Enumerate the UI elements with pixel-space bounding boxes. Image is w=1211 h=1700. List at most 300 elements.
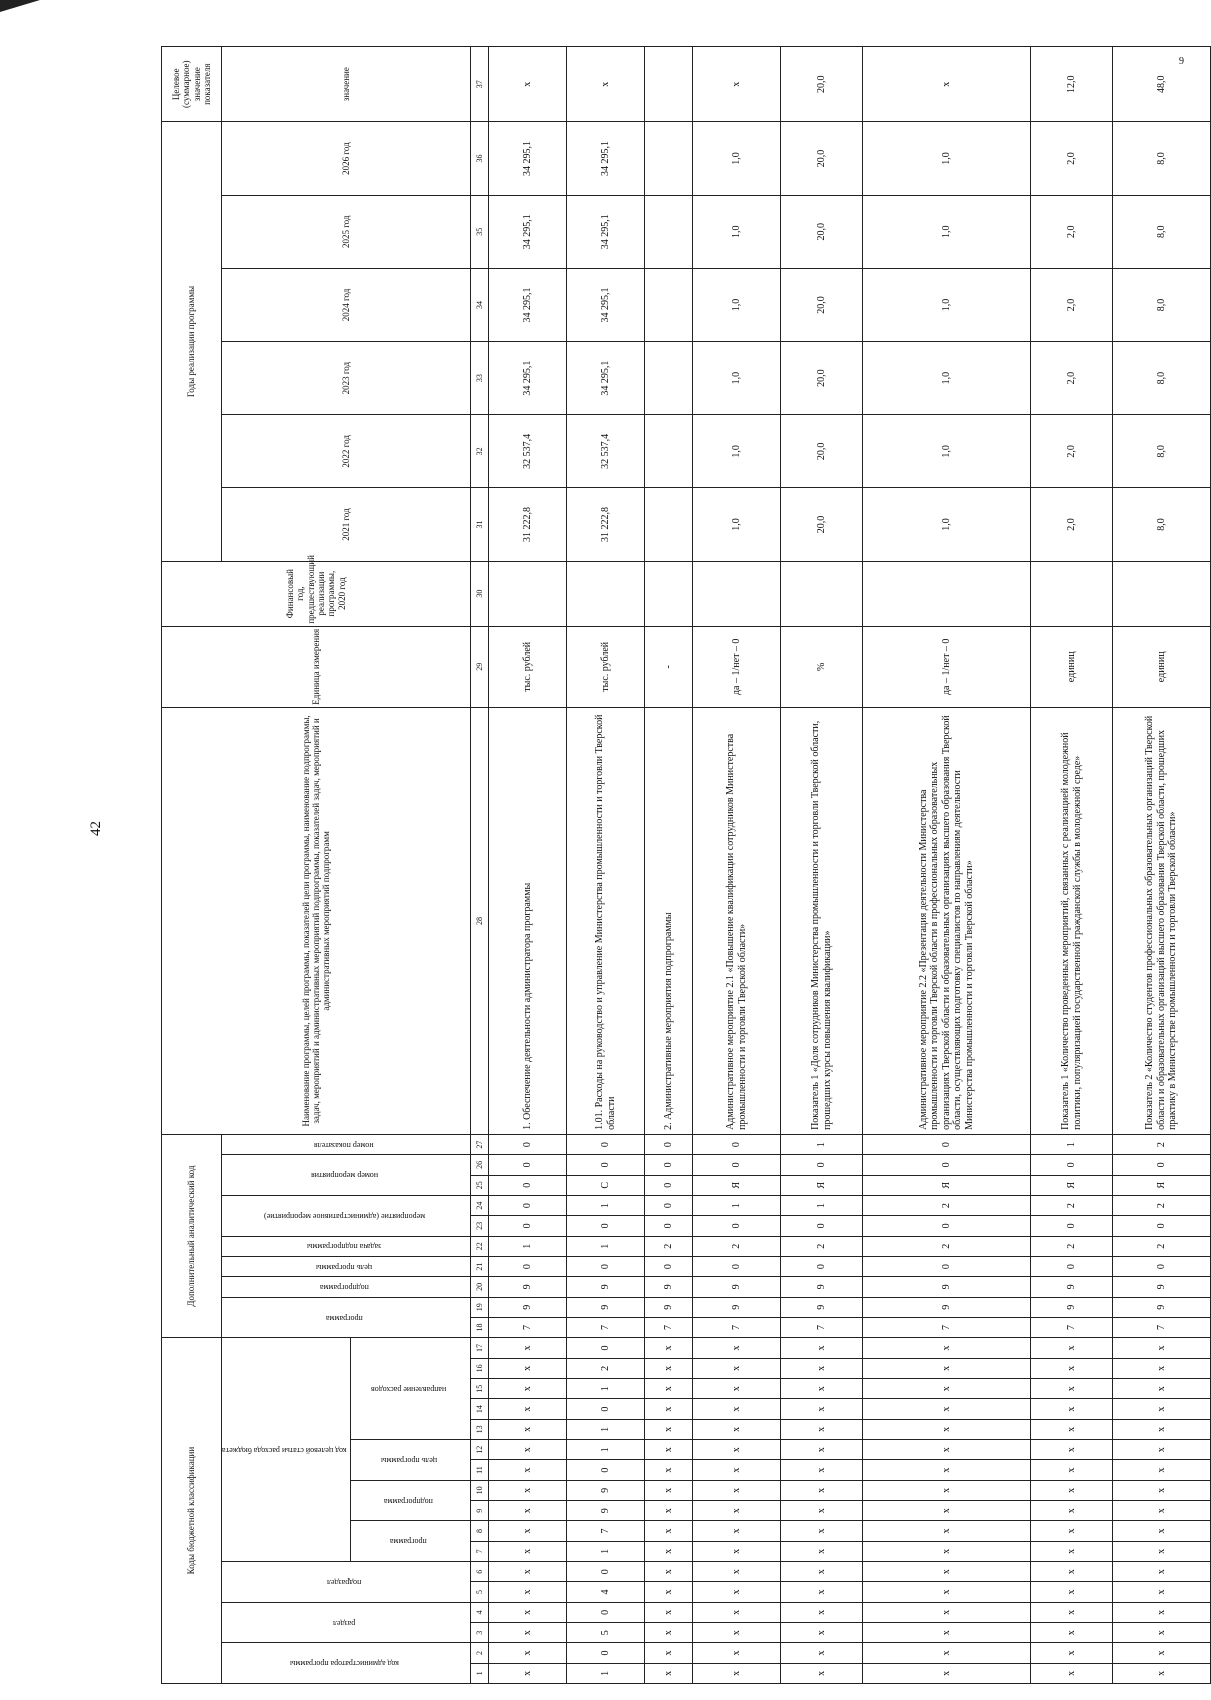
- code-cell: х: [1031, 1582, 1113, 1602]
- header-nomer-meropriyatiya-text: номер мероприятия: [310, 1171, 378, 1181]
- code-cell: х: [645, 1663, 693, 1683]
- code-cell: С: [567, 1175, 645, 1195]
- code-cell: 0: [863, 1134, 1031, 1154]
- header-programma: [351, 1521, 471, 1562]
- code-cell: х: [863, 1358, 1031, 1378]
- code-cell: 1: [567, 1236, 645, 1256]
- header-podprogramma-b-text: подпрограмма: [319, 1283, 369, 1293]
- row-unit: %: [781, 626, 863, 707]
- table-row: [567, 47, 645, 1684]
- code-cell: х: [781, 1582, 863, 1602]
- code-cell: х: [693, 1541, 781, 1561]
- year-value: 8,0: [1113, 268, 1211, 341]
- year-value: [645, 488, 693, 561]
- code-cell: х: [645, 1643, 693, 1663]
- code-cell: х: [863, 1419, 1031, 1439]
- year-value: 31 222,8: [489, 488, 567, 561]
- code-cell: х: [645, 1623, 693, 1643]
- header-podprogramma-text: подпрограмма: [384, 1496, 434, 1506]
- code-cell: х: [645, 1521, 693, 1541]
- code-cell: х: [489, 1663, 567, 1683]
- year-value: 34 295,1: [567, 268, 645, 341]
- scan-mark: 9: [1179, 56, 1184, 67]
- code-cell: 7: [863, 1317, 1031, 1337]
- code-cell: 0: [1113, 1155, 1211, 1175]
- code-cell: х: [781, 1663, 863, 1683]
- code-cell: х: [781, 1419, 863, 1439]
- code-cell: 9: [567, 1480, 645, 1500]
- code-cell: 1: [567, 1440, 645, 1460]
- header-razdel: [222, 1602, 471, 1643]
- code-cell: х: [1031, 1562, 1113, 1582]
- code-cell: х: [1031, 1358, 1113, 1378]
- code-cell: 9: [567, 1501, 645, 1521]
- code-cell: 0: [781, 1256, 863, 1276]
- code-cell: 0: [567, 1134, 645, 1154]
- code-cell: х: [489, 1399, 567, 1419]
- header-year-2024: 2024 год: [222, 268, 471, 341]
- code-cell: 1: [567, 1541, 645, 1561]
- code-cell: х: [1031, 1480, 1113, 1500]
- column-number: 7: [471, 1541, 489, 1561]
- header-budget-codes: Коды бюджетной классификации: [162, 1338, 222, 1684]
- row-unit: единиц: [1031, 626, 1113, 707]
- code-cell: х: [693, 1582, 781, 1602]
- code-cell: 0: [645, 1256, 693, 1276]
- code-cell: х: [1031, 1602, 1113, 1622]
- column-number: 12: [471, 1440, 489, 1460]
- code-cell: х: [863, 1379, 1031, 1399]
- code-cell: 9: [1031, 1277, 1113, 1297]
- header-row-1: [162, 47, 222, 1684]
- year-value: 34 295,1: [489, 342, 567, 415]
- column-number-row: [471, 47, 489, 1684]
- code-cell: 2: [781, 1236, 863, 1256]
- code-cell: х: [1031, 1521, 1113, 1541]
- target-value: х: [693, 47, 781, 122]
- code-cell: х: [693, 1379, 781, 1399]
- code-cell: х: [1113, 1582, 1211, 1602]
- target-value: 48,0: [1113, 47, 1211, 122]
- code-cell: х: [645, 1419, 693, 1439]
- target-value: 20,0: [781, 47, 863, 122]
- code-cell: 9: [1113, 1297, 1211, 1317]
- code-cell: 0: [489, 1195, 567, 1215]
- header-podprogramma-b: [222, 1277, 471, 1297]
- row-name: 1.01. Расходы на руководство и управление Министерства промышленности и торговли Тверской области: [567, 707, 645, 1134]
- scan-corner-mark: [0, 0, 40, 12]
- year-value: 1,0: [863, 415, 1031, 488]
- header-target-article: [222, 1338, 351, 1562]
- code-cell: х: [1031, 1338, 1113, 1359]
- code-cell: 0: [645, 1134, 693, 1154]
- column-number: 22: [471, 1236, 489, 1256]
- year-value: 2,0: [1031, 195, 1113, 268]
- code-cell: 2: [645, 1236, 693, 1256]
- code-cell: 0: [693, 1216, 781, 1236]
- code-cell: 9: [781, 1297, 863, 1317]
- header-podrazdel-text: подраздел: [327, 1578, 362, 1588]
- header-nomer-meropriyatiya: [222, 1155, 471, 1196]
- code-cell: х: [489, 1440, 567, 1460]
- code-cell: 0: [489, 1175, 567, 1195]
- code-cell: х: [693, 1399, 781, 1419]
- code-cell: 2: [1113, 1236, 1211, 1256]
- year-value: 20,0: [781, 488, 863, 561]
- code-cell: х: [1031, 1399, 1113, 1419]
- code-cell: 1: [781, 1195, 863, 1215]
- code-cell: Я: [863, 1175, 1031, 1195]
- header-programma-b: [222, 1297, 471, 1338]
- code-cell: х: [489, 1602, 567, 1622]
- code-cell: х: [781, 1338, 863, 1359]
- code-cell: 0: [489, 1216, 567, 1236]
- year-value: 1,0: [693, 488, 781, 561]
- year-value: 2,0: [1031, 342, 1113, 415]
- code-cell: х: [781, 1460, 863, 1480]
- row-unit: -: [645, 626, 693, 707]
- code-cell: х: [863, 1643, 1031, 1663]
- row-fin-year: [1113, 561, 1211, 626]
- code-cell: х: [1031, 1663, 1113, 1683]
- code-cell: 9: [863, 1277, 1031, 1297]
- target-value: 12,0: [1031, 47, 1113, 122]
- header-meropriyatie-text: мероприятие (административное мероприятие): [263, 1211, 425, 1221]
- row-unit: тыс. рублей: [489, 626, 567, 707]
- header-zadacha-b-text: задача подпрограммы: [307, 1242, 382, 1252]
- code-cell: 5: [567, 1623, 645, 1643]
- code-cell: Я: [781, 1175, 863, 1195]
- code-cell: х: [863, 1521, 1031, 1541]
- year-value: 8,0: [1113, 488, 1211, 561]
- code-cell: 0: [567, 1602, 645, 1622]
- code-cell: х: [645, 1562, 693, 1582]
- code-cell: х: [781, 1379, 863, 1399]
- row-unit: тыс. рублей: [567, 626, 645, 707]
- column-number: 29: [471, 626, 489, 707]
- header-target-group: Целевое (суммарное) значение показателя: [162, 47, 222, 122]
- code-cell: х: [781, 1440, 863, 1460]
- code-cell: х: [863, 1541, 1031, 1561]
- code-cell: х: [863, 1460, 1031, 1480]
- year-value: 32 537,4: [567, 415, 645, 488]
- header-podprogramma: [351, 1480, 471, 1521]
- code-cell: х: [693, 1562, 781, 1582]
- header-year-2022: 2022 год: [222, 415, 471, 488]
- header-tsel-programmy: [351, 1440, 471, 1481]
- column-number: 34: [471, 268, 489, 341]
- code-cell: х: [645, 1358, 693, 1378]
- code-cell: 2: [1031, 1195, 1113, 1215]
- column-number: 10: [471, 1480, 489, 1500]
- code-cell: х: [489, 1338, 567, 1359]
- code-cell: х: [645, 1480, 693, 1500]
- code-cell: Я: [1031, 1175, 1113, 1195]
- code-cell: х: [863, 1582, 1031, 1602]
- code-cell: 7: [489, 1317, 567, 1337]
- code-cell: 7: [693, 1317, 781, 1337]
- code-cell: х: [489, 1582, 567, 1602]
- code-cell: х: [1031, 1379, 1113, 1399]
- code-cell: 0: [781, 1155, 863, 1175]
- column-number: 1: [471, 1663, 489, 1683]
- year-value: 20,0: [781, 122, 863, 195]
- code-cell: х: [645, 1440, 693, 1460]
- column-number: 31: [471, 488, 489, 561]
- code-cell: х: [1031, 1541, 1113, 1561]
- code-cell: 7: [567, 1521, 645, 1541]
- code-cell: х: [781, 1501, 863, 1521]
- code-cell: х: [1113, 1501, 1211, 1521]
- code-cell: х: [693, 1643, 781, 1663]
- year-value: [645, 415, 693, 488]
- code-cell: х: [1113, 1480, 1211, 1500]
- code-cell: х: [693, 1419, 781, 1439]
- code-cell: 4: [567, 1582, 645, 1602]
- code-cell: х: [645, 1399, 693, 1419]
- year-value: 8,0: [1113, 122, 1211, 195]
- header-nomer-pokazatelya-text: номер показателя: [314, 1140, 375, 1150]
- row-unit: да – 1/нет – 0: [863, 626, 1031, 707]
- code-cell: х: [781, 1562, 863, 1582]
- code-cell: 7: [1031, 1317, 1113, 1337]
- rotated-table-canvas: [161, 46, 1179, 1684]
- code-cell: 0: [863, 1256, 1031, 1276]
- year-value: 1,0: [863, 268, 1031, 341]
- code-cell: 0: [567, 1216, 645, 1236]
- year-value: 20,0: [781, 268, 863, 341]
- code-cell: 7: [781, 1317, 863, 1337]
- year-value: 34 295,1: [489, 268, 567, 341]
- code-cell: х: [693, 1440, 781, 1460]
- code-cell: 0: [489, 1155, 567, 1175]
- year-value: 31 222,8: [567, 488, 645, 561]
- row-fin-year: [781, 561, 863, 626]
- code-cell: х: [1113, 1419, 1211, 1439]
- column-number: 33: [471, 342, 489, 415]
- code-cell: х: [1113, 1440, 1211, 1460]
- code-cell: х: [1113, 1358, 1211, 1378]
- header-year-2026: 2026 год: [222, 122, 471, 195]
- code-cell: х: [1031, 1460, 1113, 1480]
- year-value: 8,0: [1113, 195, 1211, 268]
- header-tsel-programmy-text: цель программы: [380, 1456, 437, 1466]
- row-fin-year: [489, 561, 567, 626]
- code-cell: х: [489, 1480, 567, 1500]
- header-nomer-pokazatelya: [222, 1134, 471, 1154]
- year-value: [645, 195, 693, 268]
- code-cell: х: [1031, 1643, 1113, 1663]
- code-cell: 0: [645, 1175, 693, 1195]
- code-cell: х: [1113, 1460, 1211, 1480]
- code-cell: х: [693, 1521, 781, 1541]
- code-cell: х: [693, 1623, 781, 1643]
- row-fin-year: [693, 561, 781, 626]
- column-number: 36: [471, 122, 489, 195]
- code-cell: х: [1113, 1379, 1211, 1399]
- code-cell: х: [863, 1623, 1031, 1643]
- code-cell: х: [489, 1358, 567, 1378]
- code-cell: х: [863, 1663, 1031, 1683]
- year-value: 1,0: [693, 342, 781, 415]
- year-value: 34 295,1: [489, 195, 567, 268]
- table-row: [781, 47, 863, 1684]
- header-razdel-text: раздел: [333, 1618, 356, 1628]
- code-cell: х: [489, 1562, 567, 1582]
- code-cell: х: [781, 1541, 863, 1561]
- year-value: 34 295,1: [489, 122, 567, 195]
- code-cell: 2: [1031, 1236, 1113, 1256]
- column-number: 35: [471, 195, 489, 268]
- column-number: 2: [471, 1643, 489, 1663]
- row-fin-year: [567, 561, 645, 626]
- code-cell: х: [645, 1338, 693, 1359]
- code-cell: 2: [1113, 1195, 1211, 1215]
- column-number: 30: [471, 561, 489, 626]
- code-cell: 0: [1113, 1216, 1211, 1236]
- year-value: 1,0: [693, 415, 781, 488]
- header-tsel-b-text: цель программы: [316, 1262, 373, 1272]
- code-cell: х: [489, 1419, 567, 1439]
- header-tsel-b: [222, 1256, 471, 1276]
- row-unit: единиц: [1113, 626, 1211, 707]
- year-value: [645, 268, 693, 341]
- column-number: 14: [471, 1399, 489, 1419]
- column-number: 13: [471, 1419, 489, 1439]
- header-podrazdel: [222, 1562, 471, 1603]
- year-value: 34 295,1: [567, 342, 645, 415]
- year-value: 1,0: [693, 195, 781, 268]
- column-number: 32: [471, 415, 489, 488]
- code-cell: 7: [1113, 1317, 1211, 1337]
- header-admin-code: [222, 1643, 471, 1684]
- code-cell: х: [693, 1480, 781, 1500]
- code-cell: Я: [693, 1175, 781, 1195]
- column-number: 21: [471, 1256, 489, 1276]
- code-cell: 0: [567, 1643, 645, 1663]
- code-cell: х: [1113, 1521, 1211, 1541]
- target-value: х: [489, 47, 567, 122]
- year-value: 8,0: [1113, 342, 1211, 415]
- code-cell: 1: [489, 1236, 567, 1256]
- code-cell: 2: [567, 1358, 645, 1378]
- code-cell: 0: [645, 1195, 693, 1215]
- code-cell: Я: [1113, 1175, 1211, 1195]
- row-unit: да – 1/нет – 0: [693, 626, 781, 707]
- code-cell: х: [645, 1541, 693, 1561]
- code-cell: 9: [645, 1297, 693, 1317]
- column-number: 17: [471, 1338, 489, 1359]
- header-fin-year: Финансовый год, предшествующий реализации программы, 2020 год: [162, 561, 471, 626]
- table-row: [489, 47, 567, 1684]
- header-zadacha-b: [222, 1236, 471, 1256]
- code-cell: 9: [645, 1277, 693, 1297]
- year-value: 1,0: [863, 122, 1031, 195]
- code-cell: х: [1113, 1643, 1211, 1663]
- table-row: [693, 47, 781, 1684]
- column-number: 16: [471, 1358, 489, 1378]
- column-number: 26: [471, 1155, 489, 1175]
- code-cell: 0: [863, 1155, 1031, 1175]
- year-value: [645, 122, 693, 195]
- code-cell: х: [1031, 1440, 1113, 1460]
- header-admin-code-text: код администратора программы: [289, 1659, 399, 1669]
- code-cell: х: [1113, 1623, 1211, 1643]
- header-napravlenie: [351, 1338, 471, 1440]
- row-fin-year: [1031, 561, 1113, 626]
- code-cell: х: [863, 1602, 1031, 1622]
- column-number: 9: [471, 1501, 489, 1521]
- code-cell: х: [1113, 1541, 1211, 1561]
- year-value: 1,0: [863, 195, 1031, 268]
- year-value: 20,0: [781, 195, 863, 268]
- column-number: 8: [471, 1521, 489, 1541]
- code-cell: х: [863, 1501, 1031, 1521]
- code-cell: х: [863, 1480, 1031, 1500]
- code-cell: 0: [1031, 1256, 1113, 1276]
- header-target-article-text: код целевой статьи расхода бюджета: [222, 1445, 347, 1455]
- code-cell: 0: [693, 1256, 781, 1276]
- code-cell: 0: [1031, 1155, 1113, 1175]
- code-cell: х: [693, 1358, 781, 1378]
- code-cell: х: [645, 1602, 693, 1622]
- code-cell: 0: [1031, 1216, 1113, 1236]
- code-cell: х: [489, 1379, 567, 1399]
- header-years-group: Годы реализации программы: [162, 122, 222, 561]
- year-value: 34 295,1: [567, 122, 645, 195]
- table-row: [1113, 47, 1211, 1684]
- row-name: Показатель 1 «Количество проведенных мероприятий, связанных с реализацией молодежной политики, популяризацией государственной гражданской службы в молодежной среде»: [1031, 707, 1113, 1134]
- header-analytic-codes: Дополнительный аналитический код: [162, 1134, 222, 1337]
- code-cell: 7: [567, 1317, 645, 1337]
- column-number: 11: [471, 1460, 489, 1480]
- column-number: 27: [471, 1134, 489, 1154]
- row-name: 2. Административные мероприятия подпрограммы: [645, 707, 693, 1134]
- table-row: [645, 47, 693, 1684]
- header-year-2025: 2025 год: [222, 195, 471, 268]
- code-cell: х: [781, 1399, 863, 1419]
- code-cell: 1: [567, 1663, 645, 1683]
- code-cell: х: [863, 1338, 1031, 1359]
- target-value: х: [567, 47, 645, 122]
- year-value: 34 295,1: [567, 195, 645, 268]
- code-cell: х: [645, 1460, 693, 1480]
- code-cell: 9: [489, 1277, 567, 1297]
- header-year-2021: 2021 год: [222, 488, 471, 561]
- row-name: Показатель 1 «Доля сотрудников Министерства промышленности и торговли Тверской области, прошедших курсы повышения квалификации»: [781, 707, 863, 1134]
- code-cell: 1: [567, 1419, 645, 1439]
- code-cell: 0: [863, 1216, 1031, 1236]
- code-cell: 2: [1113, 1134, 1211, 1154]
- year-value: 1,0: [863, 342, 1031, 415]
- code-cell: 0: [567, 1562, 645, 1582]
- column-number: 25: [471, 1175, 489, 1195]
- row-fin-year: [863, 561, 1031, 626]
- column-number: 23: [471, 1216, 489, 1236]
- year-value: 20,0: [781, 415, 863, 488]
- code-cell: х: [781, 1358, 863, 1378]
- code-cell: 0: [567, 1256, 645, 1276]
- header-programma-text: программа: [390, 1537, 428, 1547]
- header-name: Наименование программы, целей программы, показателей цели программы, наименование подпрограммы, задач, мероприятий и административных мероприятий подпрограммы, показателей задач, мероприятий и административных мероприятий подпрограмм: [162, 707, 471, 1134]
- table-row: [863, 47, 1031, 1684]
- header-meropriyatie: [222, 1195, 471, 1236]
- page-number: 42: [88, 821, 104, 836]
- column-number: 19: [471, 1297, 489, 1317]
- code-cell: х: [863, 1399, 1031, 1419]
- code-cell: х: [781, 1480, 863, 1500]
- year-value: [645, 342, 693, 415]
